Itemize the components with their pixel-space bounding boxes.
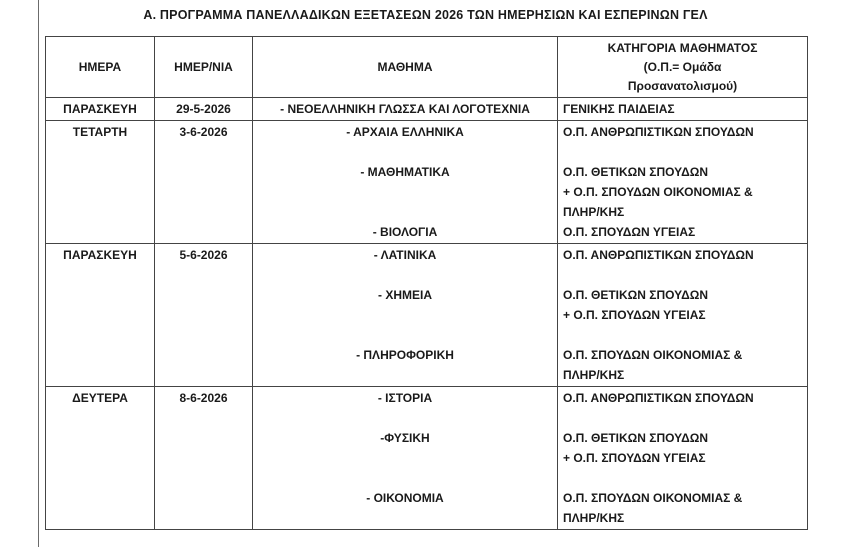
- category-line: Ο.Π. ΑΝΘΡΩΠΙΣΤΙΚΩΝ ΣΠΟΥΔΩΝ: [563, 248, 754, 262]
- category-line: Ο.Π. ΘΕΤΙΚΩΝ ΣΠΟΥΔΩΝ: [563, 288, 708, 302]
- category-line: ΠΛΗΡ/ΚΗΣ: [563, 511, 625, 525]
- cell-subject: [253, 387, 558, 530]
- subject-line: - ΝΕΟΕΛΛΗΝΙΚΗ ΓΛΩΣΣΑ ΚΑΙ ΛΟΓΟΤΕΧΝΙΑ: [280, 102, 530, 116]
- header-category-line: ΚΑΤΗΓΟΡΙΑ ΜΑΘΗΜΑΤΟΣ: [607, 40, 758, 55]
- subject-line: -ΦΥΣΙΚΗ: [380, 431, 430, 445]
- cell-day: ΠΑΡΑΣΚΕΥΗ: [46, 244, 155, 387]
- table-row: [46, 98, 808, 121]
- cell-day: ΠΑΡΑΣΚΕΥΗ: [46, 98, 155, 121]
- page-margin-rule: [38, 0, 39, 547]
- header-subject: ΜΑΘΗΜΑ: [253, 37, 558, 98]
- category-line: ΠΛΗΡ/ΚΗΣ: [563, 205, 625, 219]
- cell-day: ΤΕΤΑΡΤΗ: [46, 121, 155, 244]
- cell-date: 8-6-2026: [155, 387, 253, 530]
- subject-line: - ΛΑΤΙΝΙΚΑ: [373, 248, 437, 262]
- cell-category: [558, 244, 808, 387]
- category-line: + Ο.Π. ΣΠΟΥΔΩΝ ΥΓΕΙΑΣ: [563, 451, 706, 465]
- header-date: ΗΜΕΡ/ΝΙΑ: [155, 37, 253, 98]
- cell-category: [558, 121, 808, 244]
- subject-line: - ΜΑΘΗΜΑΤΙΚΑ: [360, 165, 450, 179]
- category-line: Ο.Π. ΣΠΟΥΔΩΝ ΟΙΚΟΝΟΜΙΑΣ &: [563, 348, 743, 362]
- category-line: ΓΕΝΙΚΗΣ ΠΑΙΔΕΙΑΣ: [563, 102, 675, 116]
- table-row: [46, 244, 808, 387]
- header-day: ΗΜΕΡΑ: [46, 37, 155, 98]
- category-line: + Ο.Π. ΣΠΟΥΔΩΝ ΟΙΚΟΝΟΜΙΑΣ &: [563, 185, 753, 199]
- cell-date: 29-5-2026: [155, 98, 253, 121]
- subject-line: - ΙΣΤΟΡΙΑ: [377, 391, 433, 405]
- header-category-line: (Ο.Π.= Ομάδα: [643, 59, 722, 74]
- category-line: + Ο.Π. ΣΠΟΥΔΩΝ ΥΓΕΙΑΣ: [563, 308, 706, 322]
- exam-schedule-table: [45, 36, 808, 530]
- category-line: Ο.Π. ΣΠΟΥΔΩΝ ΟΙΚΟΝΟΜΙΑΣ &: [563, 491, 743, 505]
- header-category-line: Προσανατολισμού): [627, 78, 738, 93]
- header-category: [558, 37, 808, 98]
- subject-line: - ΒΙΟΛΟΓΙΑ: [372, 225, 438, 239]
- category-line: Ο.Π. ΣΠΟΥΔΩΝ ΥΓΕΙΑΣ: [563, 225, 696, 239]
- subject-line: - ΑΡΧΑΙΑ ΕΛΛΗΝΙΚΑ: [346, 125, 464, 139]
- cell-subject: [253, 98, 558, 121]
- document-title: Α. ΠΡΟΓΡΑΜΜΑ ΠΑΝΕΛΛΑΔΙΚΩΝ ΕΞΕΤΑΣΕΩΝ 2026 ΤΩΝ ΗΜΕΡΗΣΙΩΝ ΚΑΙ ΕΣΠΕΡΙΝΩΝ ΓΕΛ: [143, 8, 708, 22]
- cell-subject: [253, 121, 558, 244]
- category-line: Ο.Π. ΘΕΤΙΚΩΝ ΣΠΟΥΔΩΝ: [563, 165, 708, 179]
- table-header-row: [46, 37, 808, 98]
- cell-day: ΔΕΥΤΕΡΑ: [46, 387, 155, 530]
- category-line: ΠΛΗΡ/ΚΗΣ: [563, 368, 625, 382]
- table-row: [46, 387, 808, 530]
- subject-line: - ΟΙΚΟΝΟΜΙΑ: [366, 491, 444, 505]
- category-line: Ο.Π. ΘΕΤΙΚΩΝ ΣΠΟΥΔΩΝ: [563, 431, 708, 445]
- cell-date: 3-6-2026: [155, 121, 253, 244]
- category-line: Ο.Π. ΑΝΘΡΩΠΙΣΤΙΚΩΝ ΣΠΟΥΔΩΝ: [563, 125, 754, 139]
- subject-line: - ΠΛΗΡΟΦΟΡΙΚΗ: [356, 348, 454, 362]
- cell-category: [558, 387, 808, 530]
- subject-line: - ΧΗΜΕΙΑ: [378, 288, 432, 302]
- cell-date: 5-6-2026: [155, 244, 253, 387]
- cell-category: [558, 98, 808, 121]
- category-line: Ο.Π. ΑΝΘΡΩΠΙΣΤΙΚΩΝ ΣΠΟΥΔΩΝ: [563, 391, 754, 405]
- table-row: [46, 121, 808, 244]
- cell-subject: [253, 244, 558, 387]
